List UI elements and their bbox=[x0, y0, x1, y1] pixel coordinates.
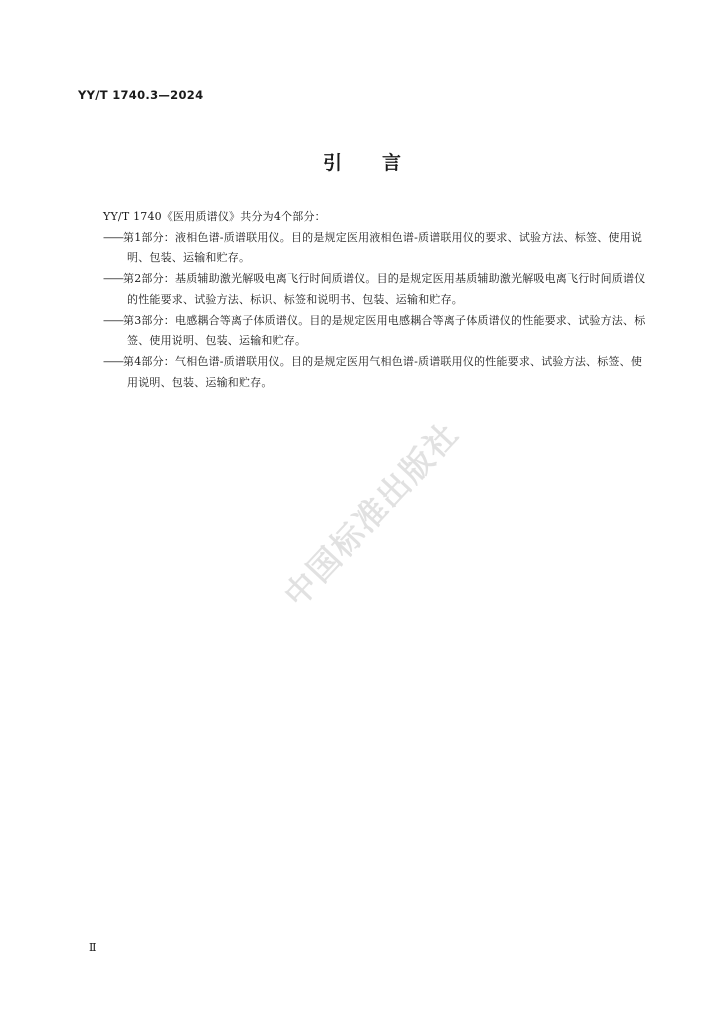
part-text: 第4部分：气相色谱-质谱联用仪。目的是规定医用气相色谱-质谱联用仪的性能要求、试验方法、标签、使用说明、包装、运输和贮存。 bbox=[123, 354, 643, 389]
dash-marker: —— bbox=[103, 230, 123, 244]
list-item bbox=[103, 228, 651, 269]
list-item bbox=[103, 352, 651, 393]
intro-paragraph: YY/T 1740《医用质谱仪》共分为4个部分： bbox=[103, 210, 326, 223]
page-title: 引言 bbox=[322, 152, 441, 174]
dash-marker: —— bbox=[103, 313, 123, 327]
list-item bbox=[103, 269, 651, 310]
part-text: 第3部分：电感耦合等离子体质谱仪。目的是规定医用电感耦合等离子体质谱仪的性能要求、试验方法、标签、使用说明、包装、运输和贮存。 bbox=[123, 313, 646, 348]
parts-list bbox=[103, 228, 651, 394]
publisher-watermark: 中国标准出版社 bbox=[276, 414, 467, 615]
standard-code: YY/T 1740.3—2024 bbox=[78, 88, 204, 102]
part-text: 第1部分：液相色谱-质谱联用仪。目的是规定医用液相色谱-质谱联用仪的要求、试验方法、标签、使用说明、包装、运输和贮存。 bbox=[123, 230, 643, 265]
part-text: 第2部分：基质辅助激光解吸电离飞行时间质谱仪。目的是规定医用基质辅助激光解吸电离飞行时间质谱仪的性能要求、试验方法、标识、标签和说明书、包装、运输和贮存。 bbox=[123, 272, 646, 306]
document-body bbox=[103, 207, 651, 393]
page-number: Ⅱ bbox=[89, 941, 97, 954]
dash-marker: —— bbox=[103, 272, 123, 286]
dash-marker: —— bbox=[103, 354, 123, 368]
list-item bbox=[103, 311, 651, 352]
